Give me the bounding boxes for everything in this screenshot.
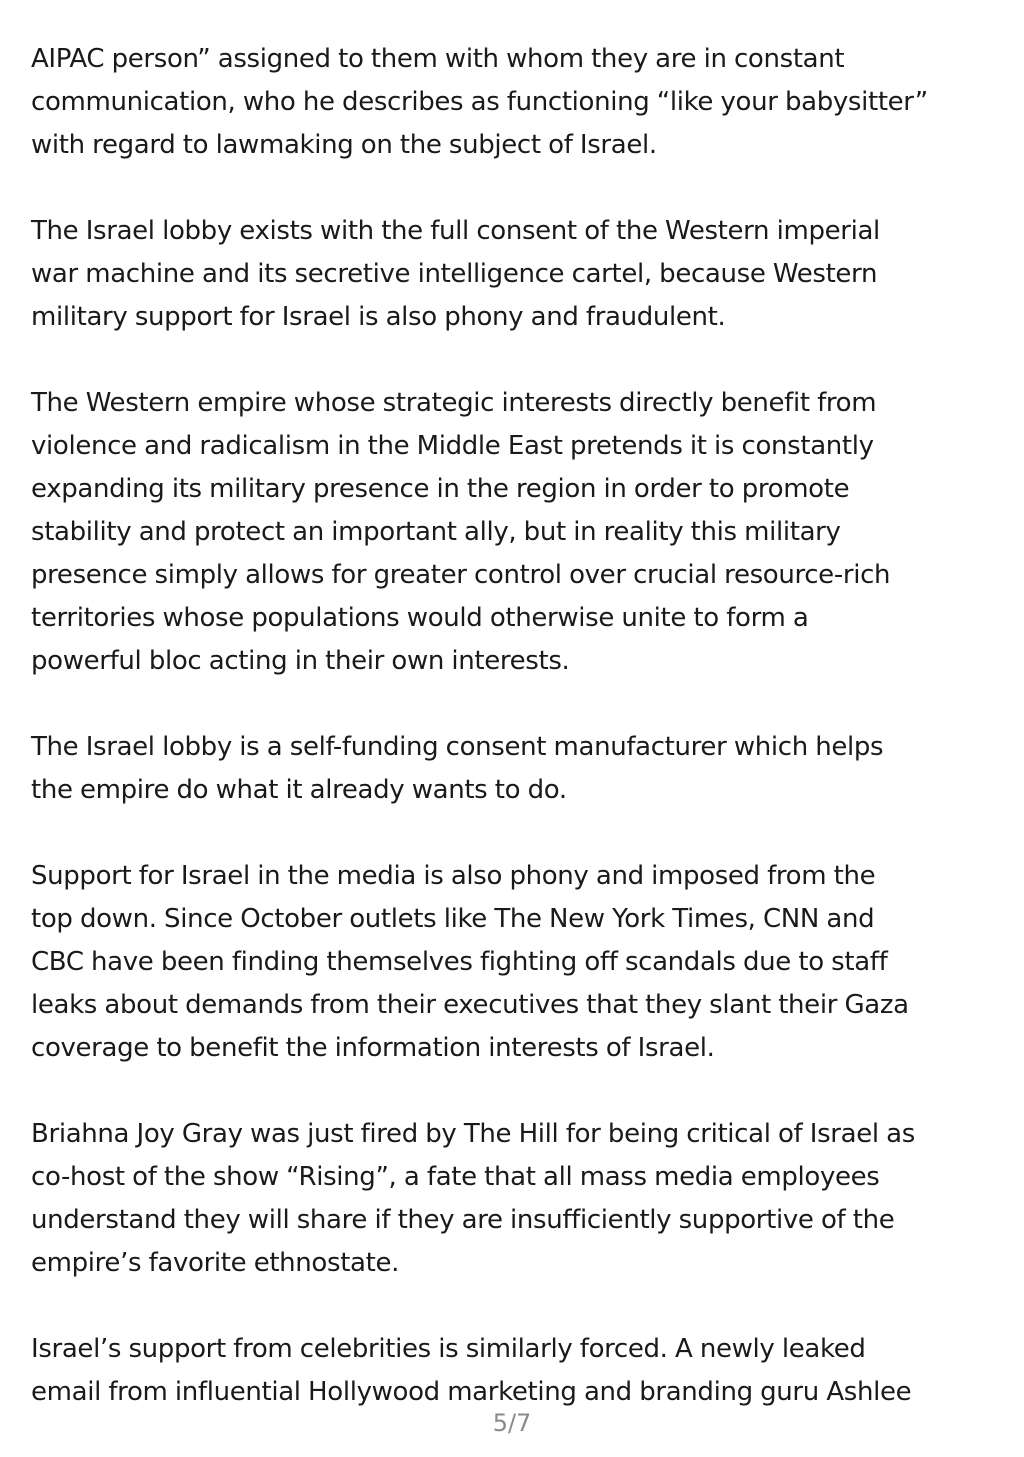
- text-line: Support for Israel in the media is also phony and imposed from the: [31, 861, 876, 891]
- text-line: coverage to benefit the information interests of Israel.: [31, 1033, 715, 1063]
- text-line: The Israel lobby is a self-funding consent manufacturer which helps: [31, 732, 884, 762]
- text-line: violence and radicalism in the Middle East pretends it is constantly: [31, 431, 874, 461]
- page-number-indicator: 5/7: [492, 1409, 532, 1437]
- text-line: war machine and its secretive intelligence cartel, because Western: [31, 259, 878, 289]
- paragraph-1: [31, 38, 999, 167]
- text-line: with regard to lawmaking on the subject of Israel.: [31, 130, 657, 160]
- text-line: leaks about demands from their executives that they slant their Gaza: [31, 990, 909, 1020]
- text-line: The Israel lobby exists with the full consent of the Western imperial: [31, 216, 880, 246]
- text-line: the empire do what it already wants to do.: [31, 775, 567, 805]
- paragraph-6: [31, 1113, 999, 1285]
- text-line: presence simply allows for greater control over crucial resource-rich: [31, 560, 891, 590]
- text-line: CBC have been finding themselves fighting off scandals due to staff: [31, 947, 888, 977]
- text-line: military support for Israel is also phony and fraudulent.: [31, 302, 726, 332]
- text-line: email from influential Hollywood marketing and branding guru Ashlee: [31, 1377, 912, 1407]
- text-line: stability and protect an important ally, but in reality this military: [31, 517, 841, 547]
- paragraph-3: [31, 382, 999, 683]
- paragraph-7: [31, 1328, 999, 1414]
- text-line: understand they will share if they are insufficiently supportive of the: [31, 1205, 895, 1235]
- text-line: Briahna Joy Gray was just fired by The Hill for being critical of Israel as: [31, 1119, 915, 1149]
- text-line: co-host of the show “Rising”, a fate that all mass media employees: [31, 1162, 880, 1192]
- text-line: expanding its military presence in the region in order to promote: [31, 474, 850, 504]
- text-line: The Western empire whose strategic interests directly benefit from: [31, 388, 877, 418]
- text-line: AIPAC person” assigned to them with whom they are in constant: [31, 44, 845, 74]
- text-line: Israel’s support from celebrities is similarly forced. A newly leaked: [31, 1334, 866, 1364]
- document-body: [31, 38, 999, 1457]
- paragraph-4: [31, 726, 999, 812]
- text-line: territories whose populations would otherwise unite to form a: [31, 603, 809, 633]
- text-line: powerful bloc acting in their own interests.: [31, 646, 570, 676]
- paragraph-2: [31, 210, 999, 339]
- text-line: top down. Since October outlets like The New York Times, CNN and: [31, 904, 875, 934]
- text-line: empire’s favorite ethnostate.: [31, 1248, 400, 1278]
- text-line: communication, who he describes as functioning “like your babysitter”: [31, 87, 928, 117]
- paragraph-5: [31, 855, 999, 1070]
